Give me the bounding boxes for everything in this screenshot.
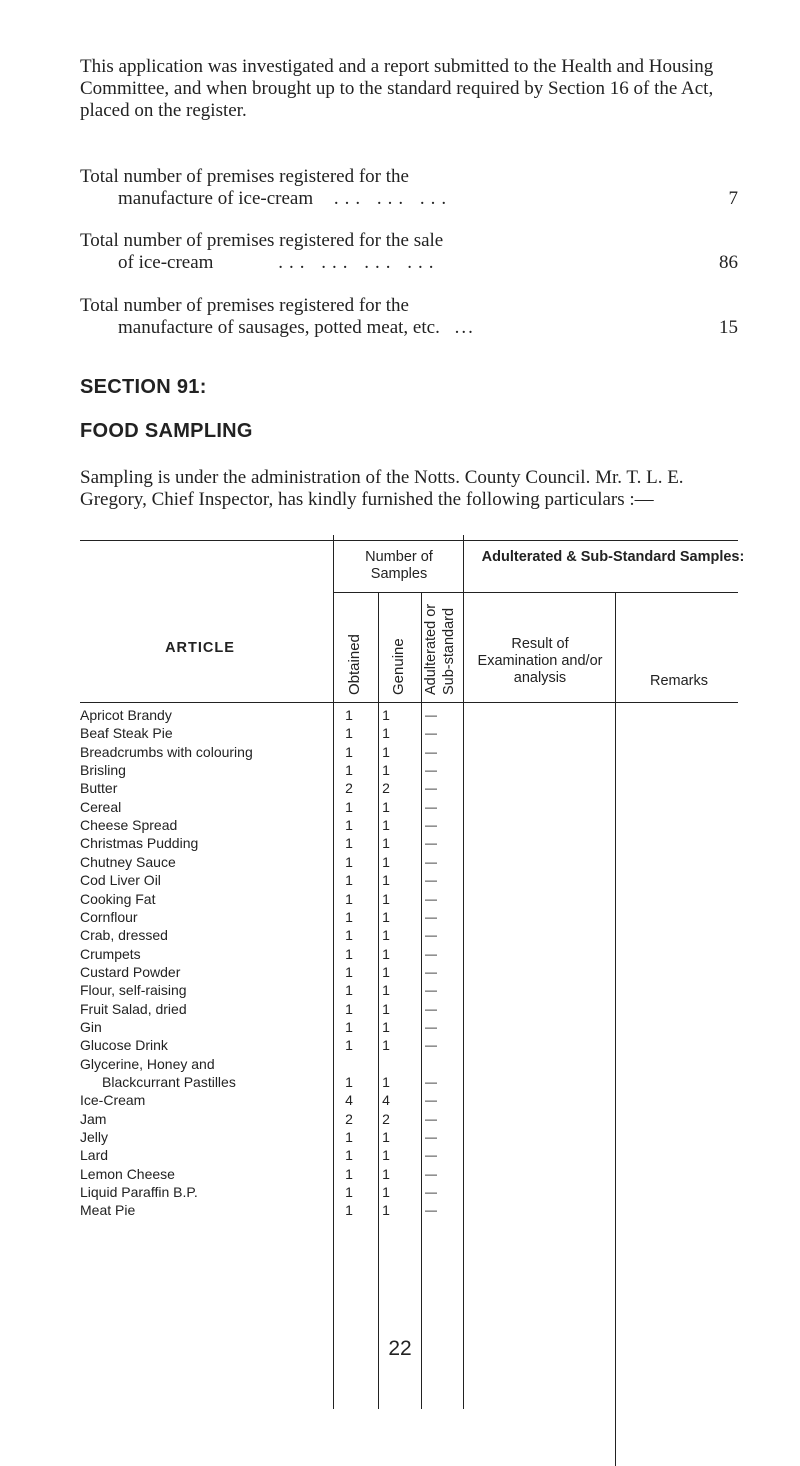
cell-article: Liquid Paraffin B.P. xyxy=(80,1184,198,1201)
cell-adulterated: — xyxy=(425,1148,437,1163)
header-adulterated-samples: Adulterated & Sub-Standard Samples: xyxy=(481,549,745,565)
cell-obtained: 1 xyxy=(345,908,353,925)
cell-article: Crab, dressed xyxy=(80,927,168,944)
cell-genuine: 1 xyxy=(382,1037,390,1054)
cell-article: Crumpets xyxy=(80,945,141,962)
cell-article: Lard xyxy=(80,1147,109,1164)
cell-genuine: 1 xyxy=(382,890,390,907)
cell-genuine: 1 xyxy=(382,743,390,760)
cell-genuine: 1 xyxy=(382,798,390,815)
cell-obtained: 1 xyxy=(345,835,353,852)
table-row xyxy=(80,725,480,743)
header-article: ARTICLE xyxy=(165,640,235,656)
cell-adulterated: — xyxy=(425,928,437,943)
header-adulterated-line1: Adulterated or xyxy=(423,603,439,695)
cell-article: Flour, self-raising xyxy=(80,982,187,999)
cell-article: Christmas Pudding xyxy=(80,835,199,852)
table-row xyxy=(80,1202,480,1220)
cell-obtained: 1 xyxy=(345,1184,353,1201)
cell-genuine: 1 xyxy=(382,1202,390,1219)
cell-article: Cheese Spread xyxy=(80,817,178,834)
stat-value: 15 xyxy=(719,317,738,338)
cell-adulterated: — xyxy=(425,983,437,998)
table-row xyxy=(80,854,480,872)
sub-heading: FOOD SAMPLING xyxy=(80,420,253,442)
cell-article: Ice-Cream xyxy=(80,1092,146,1109)
cell-adulterated: — xyxy=(425,1111,437,1126)
cell-obtained: 1 xyxy=(345,817,353,834)
cell-article: Cornflour xyxy=(80,908,138,925)
cell-obtained: 1 xyxy=(345,762,353,779)
cell-genuine: 4 xyxy=(382,1092,390,1109)
table-row xyxy=(80,817,480,835)
stat-line1: Total number of premises registered for the sale xyxy=(80,230,444,251)
cell-genuine: 1 xyxy=(382,1184,390,1201)
cell-article: Cereal xyxy=(80,798,122,815)
sampling-paragraph: Sampling is under the administration of the Notts. County Council. Mr. T. L. E. Gregory, Chief Inspector, has kindly furnished the following particulars :— xyxy=(80,467,684,510)
header-result: Result of Examination and/or analysis xyxy=(477,636,603,686)
table-row xyxy=(80,762,480,780)
stat-value: 7 xyxy=(728,188,738,209)
table-row xyxy=(80,1037,480,1055)
cell-genuine: 1 xyxy=(382,1165,390,1182)
cell-adulterated: — xyxy=(425,1130,437,1145)
cell-genuine: 1 xyxy=(382,707,390,723)
cell-genuine: 1 xyxy=(382,1018,390,1035)
stat-line2: of ice-cream xyxy=(118,252,214,273)
table-row xyxy=(80,1184,480,1202)
table-top-rule xyxy=(80,540,738,541)
table-row xyxy=(80,872,480,890)
intro-paragraph: This application was investigated and a report submitted to the Health and Housing Committee, and when brought up to the standard required by Section 16 of the Act, placed on the register. xyxy=(80,56,714,121)
cell-obtained: 1 xyxy=(345,1018,353,1035)
cell-genuine: 1 xyxy=(382,1129,390,1146)
stat-dots: ... xyxy=(454,317,475,338)
cell-article: Apricot Brandy xyxy=(80,707,172,723)
cell-adulterated: — xyxy=(425,873,437,888)
cell-article: Gin xyxy=(80,1018,102,1035)
cell-obtained: 1 xyxy=(345,1165,353,1182)
table-row xyxy=(80,799,480,817)
cell-genuine: 1 xyxy=(382,927,390,944)
stat-line1: Total number of premises registered for the xyxy=(80,166,409,187)
cell-genuine: 1 xyxy=(382,945,390,962)
cell-adulterated: — xyxy=(425,1038,437,1053)
cell-adulterated: — xyxy=(425,909,437,924)
cell-adulterated: — xyxy=(425,726,437,741)
table-row xyxy=(80,1074,480,1092)
cell-article: Chutney Sauce xyxy=(80,853,176,870)
cell-obtained: 1 xyxy=(345,1037,353,1054)
cell-genuine: 1 xyxy=(382,1147,390,1164)
cell-article: Meat Pie xyxy=(80,1202,136,1219)
table-row xyxy=(80,964,480,982)
cell-genuine: 1 xyxy=(382,762,390,779)
cell-genuine: 2 xyxy=(382,780,390,797)
header-obtained: Obtained xyxy=(346,634,363,695)
cell-adulterated: — xyxy=(425,744,437,759)
col-divider xyxy=(615,592,616,1466)
cell-article: Brisling xyxy=(80,762,126,779)
cell-adulterated: — xyxy=(425,891,437,906)
table-row xyxy=(80,1166,480,1184)
cell-adulterated: — xyxy=(425,818,437,833)
cell-obtained: 1 xyxy=(345,927,353,944)
cell-obtained: 1 xyxy=(345,1000,353,1017)
cell-obtained: 4 xyxy=(345,1092,353,1109)
table-row xyxy=(80,835,480,853)
cell-article: Fruit Salad, dried xyxy=(80,1000,187,1017)
table-row xyxy=(80,927,480,945)
stat-ice-cream-sale xyxy=(80,230,738,274)
cell-article: Jelly xyxy=(80,1129,109,1146)
header-number-of-samples: Number of Samples xyxy=(365,549,433,582)
table-row xyxy=(80,744,480,762)
header-sub-rule xyxy=(333,592,738,593)
cell-obtained: 1 xyxy=(345,1074,353,1090)
cell-obtained: 2 xyxy=(345,1110,353,1127)
cell-genuine: 1 xyxy=(382,963,390,980)
cell-genuine: 1 xyxy=(382,725,390,742)
cell-adulterated: — xyxy=(425,781,437,796)
header-genuine: Genuine xyxy=(390,638,407,695)
stat-dots: ... ... ... xyxy=(333,188,453,209)
cell-obtained: 1 xyxy=(345,872,353,889)
cell-obtained: 1 xyxy=(345,743,353,760)
cell-obtained: 1 xyxy=(345,890,353,907)
cell-adulterated: — xyxy=(425,799,437,814)
header-bottom-rule xyxy=(80,702,738,703)
table-row xyxy=(80,780,480,798)
cell-obtained: 2 xyxy=(345,780,353,797)
cell-genuine: 1 xyxy=(382,982,390,999)
table-row xyxy=(80,1129,480,1147)
table-row xyxy=(80,982,480,1000)
cell-genuine: 1 xyxy=(382,908,390,925)
table-row xyxy=(80,1001,480,1019)
cell-genuine: 1 xyxy=(382,853,390,870)
cell-obtained: 1 xyxy=(345,725,353,742)
cell-genuine: 2 xyxy=(382,1110,390,1127)
cell-article: Blackcurrant Pastilles xyxy=(102,1074,236,1090)
table-row xyxy=(80,1092,480,1110)
cell-article: Cod Liver Oil xyxy=(80,872,161,889)
cell-article: Cooking Fat xyxy=(80,890,156,907)
table-row xyxy=(80,909,480,927)
cell-adulterated: — xyxy=(425,1001,437,1016)
cell-article: Jam xyxy=(80,1110,107,1127)
page-number: 22 xyxy=(388,1337,412,1360)
cell-obtained: 1 xyxy=(345,798,353,815)
cell-obtained: 1 xyxy=(345,1202,353,1219)
cell-article: Glycerine, Honey and xyxy=(80,1055,215,1072)
table-row xyxy=(80,891,480,909)
cell-obtained: 1 xyxy=(345,707,353,723)
table-row xyxy=(80,946,480,964)
table-row xyxy=(80,1147,480,1165)
header-adulterated-line2: Sub-standard xyxy=(441,607,457,695)
stat-sausages xyxy=(80,295,738,339)
cell-genuine: 1 xyxy=(382,1074,390,1090)
cell-genuine: 1 xyxy=(382,835,390,852)
cell-obtained: 1 xyxy=(345,982,353,999)
cell-obtained: 1 xyxy=(345,853,353,870)
cell-adulterated: — xyxy=(425,946,437,961)
table-row xyxy=(80,1111,480,1129)
cell-adulterated: — xyxy=(425,1019,437,1034)
cell-adulterated: — xyxy=(425,763,437,778)
stat-dots: ... ... ... ... xyxy=(278,252,440,273)
cell-article: Lemon Cheese xyxy=(80,1165,175,1182)
cell-adulterated: — xyxy=(425,1185,437,1200)
cell-article: Butter xyxy=(80,780,118,797)
cell-obtained: 1 xyxy=(345,1147,353,1164)
cell-adulterated: — xyxy=(425,708,437,722)
cell-adulterated: — xyxy=(425,1075,437,1089)
cell-obtained: 1 xyxy=(345,1129,353,1146)
stat-ice-cream-manufacture xyxy=(80,166,738,210)
stat-line2: manufacture of ice-cream xyxy=(118,188,314,209)
cell-article: Glucose Drink xyxy=(80,1037,168,1054)
stat-line2: manufacture of sausages, potted meat, etc. xyxy=(118,317,440,338)
table-row xyxy=(80,1056,480,1074)
cell-adulterated: — xyxy=(425,854,437,869)
cell-obtained: 1 xyxy=(345,963,353,980)
table-row xyxy=(80,1019,480,1037)
table-row xyxy=(80,707,480,725)
cell-article: Breadcrumbs with colouring xyxy=(80,743,253,760)
cell-article: Custard Powder xyxy=(80,963,181,980)
cell-adulterated: — xyxy=(425,1093,437,1108)
cell-article: Beaf Steak Pie xyxy=(80,725,173,742)
header-remarks: Remarks xyxy=(649,673,708,689)
cell-obtained: 1 xyxy=(345,945,353,962)
cell-genuine: 1 xyxy=(382,872,390,889)
cell-adulterated: — xyxy=(425,836,437,851)
cell-adulterated: — xyxy=(425,1166,437,1181)
section-heading: SECTION 91: xyxy=(80,376,207,398)
stat-line1: Total number of premises registered for the xyxy=(80,295,409,316)
cell-adulterated: — xyxy=(425,1203,437,1218)
cell-genuine: 1 xyxy=(382,1000,390,1017)
stat-value: 86 xyxy=(719,252,738,273)
cell-adulterated: — xyxy=(425,964,437,979)
cell-genuine: 1 xyxy=(382,817,390,834)
